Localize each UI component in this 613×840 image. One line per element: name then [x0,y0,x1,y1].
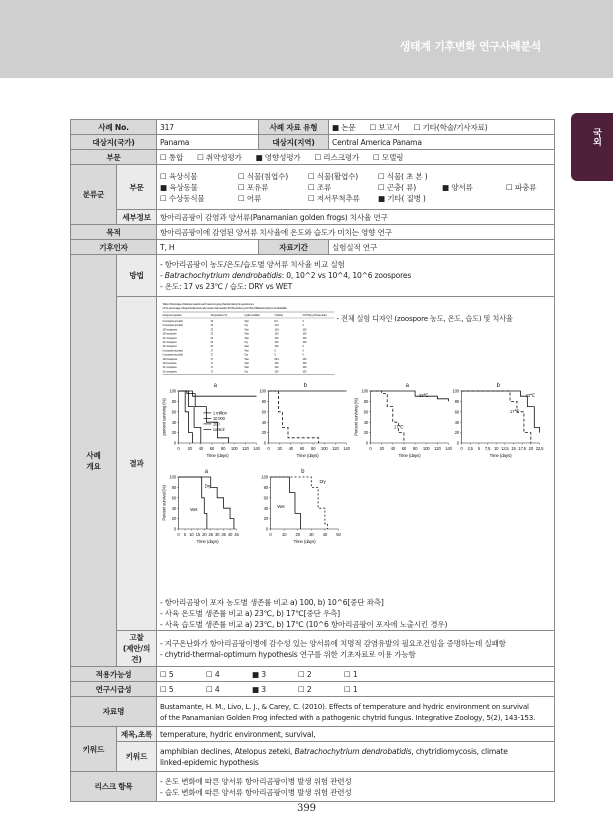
chart-annotation: Wet [277,504,285,510]
chart-series-line [179,477,207,529]
exp-table-cell: 16.6 [274,328,279,332]
chart-y-tick-label: 60 [261,409,267,415]
consider-label: 고찰 (제안/의견) [117,631,157,667]
exp-table-cell: 0 [274,349,276,353]
region: Central America Panama [329,135,555,150]
chart-x-tick-label: 120 [332,446,339,451]
chart-y-tick-label: 0 [456,440,460,446]
chart-y-label: Percent surviving (%) [353,398,359,436]
chart-annotation: 23℃ [525,393,535,399]
charts-svg [157,297,554,597]
side-tab [571,113,613,181]
chart-panel-label: a [204,469,208,475]
class-option: ■ 육상동물 [160,182,198,192]
exp-table-cell: 100 [302,341,307,344]
header-title: 생태계 기후변화 연구사례분석 [399,40,541,53]
exp-table-cell: 23 [210,345,214,349]
urgency-option: ■ 3 [252,684,266,694]
sector-option: ■ 영향성평가 [255,152,301,162]
chart-x-tick-label: 12,5 [501,446,509,451]
period: 실험실적 연구 [329,240,555,255]
chart-x-tick-label: 15 [195,532,201,537]
period-label: 자료기간 [259,240,329,255]
chart-x-tick-label: 35 [221,532,226,537]
ref-line: of the Panamanian Golden Frog infected with a pathogenic chytrid fungus. Integrative Zoology, 5(2), 143-153. [160,712,536,722]
sector-option: ☐ 리스크평가 [314,152,359,162]
exp-table-cell: 0 [302,353,304,357]
exp-table-cell: Wet [244,328,249,332]
urgency-option: ☐ 1 [344,684,358,694]
chart-legend-label: 10 000 [212,415,225,421]
class-option: ■ 양서류 [442,182,473,192]
chart-legend-label: 100 [212,421,220,427]
chart-x-tick-label: 10 [281,532,287,537]
chart-y-tick-label: 80 [171,399,177,404]
chart-panel-label: b [303,383,307,389]
chart-y-tick-label: 60 [363,409,369,415]
class-sub-label: 부문 [117,165,157,210]
exp-table-cell: 100 [274,345,279,349]
applic [157,667,555,682]
class-option: ☐ 수상동식물 [160,193,205,203]
source-type-label: 사례 자료 유형 [259,120,329,135]
chart-x-tick-label: 45 [234,532,239,537]
applic-label: 적용가능성 [71,667,157,682]
exp-table-cell: Wet [244,357,249,361]
chart-panel-label: a [213,383,217,389]
chart-y-tick-label: 40 [363,419,369,425]
exp-table-cell: 10² zoospores [162,332,177,336]
exp-table-cell: 17 [210,362,214,365]
chart-x-tick-label: 140 [343,446,350,451]
purpose: 항아리곰팡이에 감염된 양서류 치사율에 온도와 습도가 미치는 영향 연구 [157,225,555,240]
chart-x-tick-label: 30 [214,532,220,537]
exp-table-cell: 100 [274,332,279,336]
chart-series-line [371,391,404,443]
chart-x-tick-label: 60 [299,446,305,451]
chart-x-label: Time (days) [489,453,512,458]
sector-option: ☐ 통합 [160,152,184,162]
kw-kw-label: 키워드 [117,742,157,772]
exp-table-cell: 10⁶ zoospores [162,341,177,344]
chart-x-tick-label: 100 [230,446,238,451]
exp-table-cell: 10² zoospores [162,362,177,365]
result-line: - 사육 습도별 생존률 비교 a) 23℃, b) 17℃ (10^6 항아리곰팡이 포자에 노출시킨 경우) [160,620,448,629]
result-figures [157,297,554,597]
exp-table-cell: 0 [274,353,276,357]
method-line: - 항아리곰팡이 농도/온도/습도별 양서류 치사율 비교 실험 [160,260,345,269]
exp-table-cell: 83.3 [274,357,279,361]
chart-x-tick-label: 40 [322,532,328,537]
chart-x-tick-label: 0 [177,446,180,451]
consider-line: - chytrid-thermal-optimum hypothesis 연구를 위한 기초자료로 이용 가능함 [160,649,416,659]
exp-table-cell: Wet [244,345,249,349]
chart-y-label: percent surviving (%) [161,398,167,436]
chart-x-tick-label: 80 [220,446,226,451]
chart-y-tick-label: 100 [169,474,177,480]
chart-y-tick-label: 100 [169,388,177,394]
chart-x-tick-label: 0 [269,532,272,537]
chart-x-tick-label: 20 [187,446,192,451]
urgency-option: ☐ 5 [160,684,174,694]
urgency-option: ☐ 4 [206,684,220,694]
chart-x-tick-label: 30 [309,532,314,537]
applic-option: ■ 3 [252,669,266,679]
method-label: 방법 [117,255,157,297]
exp-table-header: % PCR(+) of those dead [302,314,327,317]
chart-x-label: Time (days) [398,453,421,458]
chart-legend-label: control [212,426,225,432]
result-label: 결과 [117,297,157,631]
chart-panel-label: b [496,383,500,389]
chart-y-tick-label: 40 [171,419,177,425]
method-line: - Batrachochytrium dendrobatidis: 0, 10^2 vs 10^4, 10^6 zoospores [160,271,412,280]
exp-table-cell: Dry [244,353,248,357]
chart-y-tick-label: 100 [452,388,460,394]
sectors [157,150,555,165]
chart-series-line [462,391,531,443]
chart-x-tick-label: 40 [288,446,293,451]
chart-x-tick-label: 2,5 [467,446,473,451]
risk [157,772,555,802]
exp-table-cell: 100 [302,328,307,332]
exp-table-side-caption: - 전체 실험 디자인 (zoospore 농도, 온도, 습도) 및 치사율 [336,314,513,323]
chart-y-tick-label: 20 [263,516,269,522]
chart-x-tick-label: 80 [412,446,418,451]
source-types [329,120,555,135]
chart-x-tick-label: 60 [209,446,215,451]
chart-y-tick-label: 80 [363,399,369,404]
chart-x-tick-label: 20 [528,446,534,451]
applic-option: ☐ 4 [206,669,220,679]
ref-line: Bustamante, H. M., Livo, L. J., & Carey, C. (2010). Effects of temperature and hydric environment on survival [160,701,529,711]
exp-table-cell: Wet [244,366,249,370]
class-option: ☐ 저서무척추류 [308,193,360,203]
chart-x-tick-label: 17,5 [518,446,526,451]
exp-table-cell: 100 zoospores [162,357,177,361]
chart-x-tick-label: 7,5 [484,446,491,451]
kw-line: amphibian declines, Atelopus zeteki, Batrachochytrium dendrobatidis, chytridiomycosis, climate [160,746,508,756]
ref-label: 자료명 [71,697,157,727]
exp-table-cell: 17 [210,353,214,357]
exp-table-cell: 10⁴ zoospores [162,366,177,370]
exp-table-cell: Wet [244,332,249,336]
chart-y-tick-label: 0 [173,526,177,532]
chart-panel-label: b [301,469,305,475]
chart-y-tick-label: 80 [261,399,267,404]
sector-option: ☐ 모델링 [372,152,404,162]
chart-series-line [179,391,201,443]
exp-table-cell: 11.6 [274,324,279,328]
class-option: ■ 기타( 질병 ) [378,193,426,203]
chart-x-tick-label: 10 [189,532,194,537]
chart-x-tick-label: 15 [511,446,516,451]
chart-x-tick-label: 140 [253,446,260,451]
chart-y-tick-label: 20 [454,430,460,436]
chart-y-tick-label: 0 [173,440,177,446]
chart-y-tick-label: 40 [261,419,267,425]
exp-table-cell: 23 [210,324,214,328]
country-label: 대상지(국가) [71,135,157,150]
chart-x-tick-label: 40 [390,446,395,451]
chart-y-tick-label: 60 [171,495,177,501]
class-label: 분류군 [71,165,117,225]
exp-table-cell: 23 [210,320,214,323]
class-option: ☐ 육상식물 [160,171,198,181]
chart-x-label: Time (days) [196,539,219,544]
exp-table-cell: Dry [244,324,248,328]
result [157,297,555,631]
exp-table-cell: 100 [302,370,307,374]
exp-table-cell: 0 zoospores (control) [162,320,183,323]
exp-table-cell: Wet [244,362,249,365]
chart-legend-label: 1 million [212,410,227,416]
chart-x-tick-label: 40 [227,532,233,537]
chart-y-tick-label: 60 [454,409,460,415]
exp-table-cell: 0 [302,345,304,349]
chart-x-tick-label: 20 [295,532,300,537]
class-option: ☐ 곤충( 류) [378,182,416,192]
chart-series-line [271,477,328,529]
chart-series-line [269,391,319,443]
detail: 항아리곰팡이 감염과 양서류(Panamanian golden frogs) 치사율 연구 [157,210,555,225]
exp-table-cell: Wet [244,349,249,353]
kw-keywords [157,742,555,772]
chart-y-tick-label: 60 [171,409,177,415]
exp-table-header: Temperature (°C) [210,314,228,317]
class-options [157,165,555,210]
exp-table-cell: 100 zoospores [162,328,177,332]
exp-table-cell: 0 zoospores (control) [162,353,183,357]
chart-x-tick-label: 0 [369,446,372,451]
method-line: - 온도: 17 vs 23℃ / 습도: DRY vs WET [160,282,293,291]
exp-table-cell: Dry [244,341,248,344]
exp-table-cell: 17 [210,349,214,353]
chart-y-tick-label: 20 [261,430,267,436]
exp-table-cell: 100 [302,366,307,370]
chart-annotation: Dry [319,479,326,485]
factor-label: 기후인자 [71,240,157,255]
chart-panel-label: a [405,383,409,389]
exp-table-cell: 10⁴ zoospores [162,336,177,340]
chart-x-tick-label: 50 [336,532,341,537]
chart-x-tick-label: 120 [242,446,249,451]
exp-table-cell: 10⁶ zoospores [162,345,177,349]
region-label: 대상지(지역) [259,135,329,150]
exp-table-cell: 17 [210,357,214,361]
chart-x-tick-label: 20 [379,446,384,451]
chart-x-tick-label: 60 [401,446,407,451]
chart-x-tick-label: 100 [320,446,328,451]
exp-table-header: % Dead [274,314,283,317]
exp-table-header: Zoospore exposure [162,314,182,317]
exp-table-header: Hydric condition [244,314,260,317]
exp-table-cell: 0 zoospores (control) [162,324,183,328]
kw-line: linked-epidemic hypothesis [160,757,259,767]
class-option: ☐ 조류 [308,182,332,192]
country: Panama [157,135,259,150]
chart-annotation: Dry [204,483,211,489]
summary-label: 사례 개요 [71,255,117,667]
applic-option: ☐ 5 [160,669,174,679]
case-table [70,119,555,802]
chart-y-tick-label: 20 [171,430,177,436]
class-option: ☐ 식물(침엽수) [238,171,289,181]
chart-y-tick-label: 0 [265,526,269,532]
consider [157,631,555,667]
chart-y-tick-label: 0 [365,440,369,446]
exp-table-cell: 100 [302,362,307,365]
result-line: - 항아리곰팡이 포자 농도별 생존률 비교 a) 100, b) 10^6[중단 좌측] [160,598,384,607]
exp-table-cell: 100 [274,341,279,344]
chart-x-tick-label: 40 [198,446,203,451]
source-type-option: ☐ 기타(학술/기사자료) [413,122,488,132]
chart-y-tick-label: 20 [171,516,177,522]
source-type-option: ☐ 보고서 [369,122,400,132]
chart-y-tick-label: 80 [454,399,460,404]
chart-x-tick-label: 120 [434,446,441,451]
chart-annotation: Wet [190,506,198,512]
chart-y-tick-label: 80 [171,485,177,490]
chart-y-tick-label: 60 [263,495,269,501]
risk-line: - 온도 변화에 따른 양서류 항아리곰팡이병 발생 위험 관련성 [160,776,352,786]
consider-line: - 지구온난화가 항아리곰팡이병에 감수성 있는 양서류에 치명적 감염유발의 필요조건임을 증명하는데 실패함 [160,638,506,648]
chart-x-tick-label: 10 [493,446,499,451]
exp-table-cell: 0 [302,349,304,353]
chart-annotation: 17℃ [509,408,520,414]
chart-series-line [371,391,449,401]
exp-table-cell: 0 zoospores (control) [162,349,183,353]
class-option: ☐ 어류 [238,193,262,203]
result-line: - 사육 온도별 생존률 비교 a) 23℃, b) 17℃[중단 우측] [160,609,340,618]
chart-x-tick-label: 25 [208,532,213,537]
exp-table-caption: nd the percentage of frogs that died were polymerase chain reaction (PCR) positive (+) for DNA of Batrachochytrium dendrobatidis [162,307,287,310]
chart-y-tick-label: 100 [259,388,267,394]
urgency [157,682,555,697]
urgency-label: 연구시급성 [71,682,157,697]
chart-y-tick-label: 80 [263,485,269,490]
risk-line: - 습도 변화에 따른 양서류 항아리곰팡이병 발생 위험 관련성 [160,787,352,797]
chart-annotation: 17℃ [393,424,404,430]
chart-y-tick-label: 40 [171,505,177,511]
class-option: ☐ 식물( 초 본 ) [378,171,428,181]
applic-option: ☐ 1 [344,669,358,679]
exp-table-cell: 23 [210,341,214,344]
exp-table-cell: 0 [302,320,304,323]
chart-y-tick-label: 40 [263,505,269,511]
chart-y-tick-label: 40 [454,419,460,425]
sector-option: ☐ 취약성평가 [197,152,242,162]
class-option: ☐ 파충류 [506,182,537,192]
class-option: ☐ 포유류 [238,182,269,192]
exp-table-cell: 0 [302,324,304,328]
chart-x-tick-label: 0 [267,446,270,451]
reference [157,697,555,727]
exp-table-cell: 100 [302,357,307,361]
factor: T, H [157,240,259,255]
page-number: 399 [296,803,317,814]
purpose-label: 목적 [71,225,157,240]
case-no: 317 [157,120,259,135]
chart-series-line [179,391,193,443]
exp-table-cell: 17 [210,370,214,374]
exp-table-cell: 100 [302,336,307,340]
class-option: ☐ 식물(활엽수) [308,171,359,181]
exp-table-cell: 23 [210,336,214,340]
exp-table-cell: 100 [274,370,279,374]
chart-x-tick-label: 0 [177,532,180,537]
exp-table-cell: Wet [244,336,249,340]
exp-table-cell: 10⁶ zoospores [162,370,177,374]
urgency-option: ☐ 2 [298,684,312,694]
chart-x-tick-label: 22,5 [535,446,544,451]
sector-label: 부문 [71,150,157,165]
side-tab-text: 국외 [591,128,601,146]
chart-x-tick-label: 20 [277,446,282,451]
kw-title-label: 제목,초록 [117,727,157,742]
chart-x-tick-label: 5 [183,532,187,537]
exp-table-cell: 100 [274,362,279,365]
detail-label: 세부정보 [117,210,157,225]
case-no-label: 사례 No. [71,120,157,135]
chart-y-tick-label: 100 [361,388,369,394]
chart-y-tick-label: 20 [363,430,369,436]
chart-x-tick-label: 80 [310,446,316,451]
exp-table-cell: 23 [210,332,214,336]
exp-table-cell: 17 [210,366,214,370]
chart-x-tick-label: 0 [460,446,463,451]
exp-table-cell: 100 [274,366,279,370]
chart-x-label: Time (days) [206,453,229,458]
exp-table-cell: Dry [244,370,248,374]
chart-y-label: Percent survival (%) [161,485,167,521]
source-type-option: ■ 논문 [332,122,356,132]
chart-x-tick-label: 140 [445,446,452,451]
exp-table-caption: Table 2 Percentage of Atelopus zeteki in each treatment group that died during the experiment a [162,303,254,306]
chart-y-tick-label: 100 [261,474,269,480]
exp-table-cell: 8.4 [274,320,278,323]
applic-option: ☐ 2 [298,669,312,679]
chart-x-label: Time (days) [296,453,319,458]
kw-label: 키워드 [71,727,117,772]
kw-title: temperature, hydric environment, survival, [157,727,555,742]
exp-table-cell: 100 [302,332,307,336]
exp-table-cell: Wet [244,320,249,323]
chart-y-tick-label: 0 [263,440,267,446]
method [157,255,555,297]
exp-table-cell: 23 [210,328,214,332]
chart-x-tick-label: 100 [422,446,430,451]
chart-x-label: Time (days) [293,539,316,544]
chart-x-tick-label: 20 [202,532,207,537]
chart-x-tick-label: 5 [477,446,480,451]
exp-table-cell: 100 [274,336,279,340]
risk-label: 리스크 항목 [71,772,157,802]
chart-series-line [271,477,301,529]
chart-annotation: 23℃ [418,393,429,399]
